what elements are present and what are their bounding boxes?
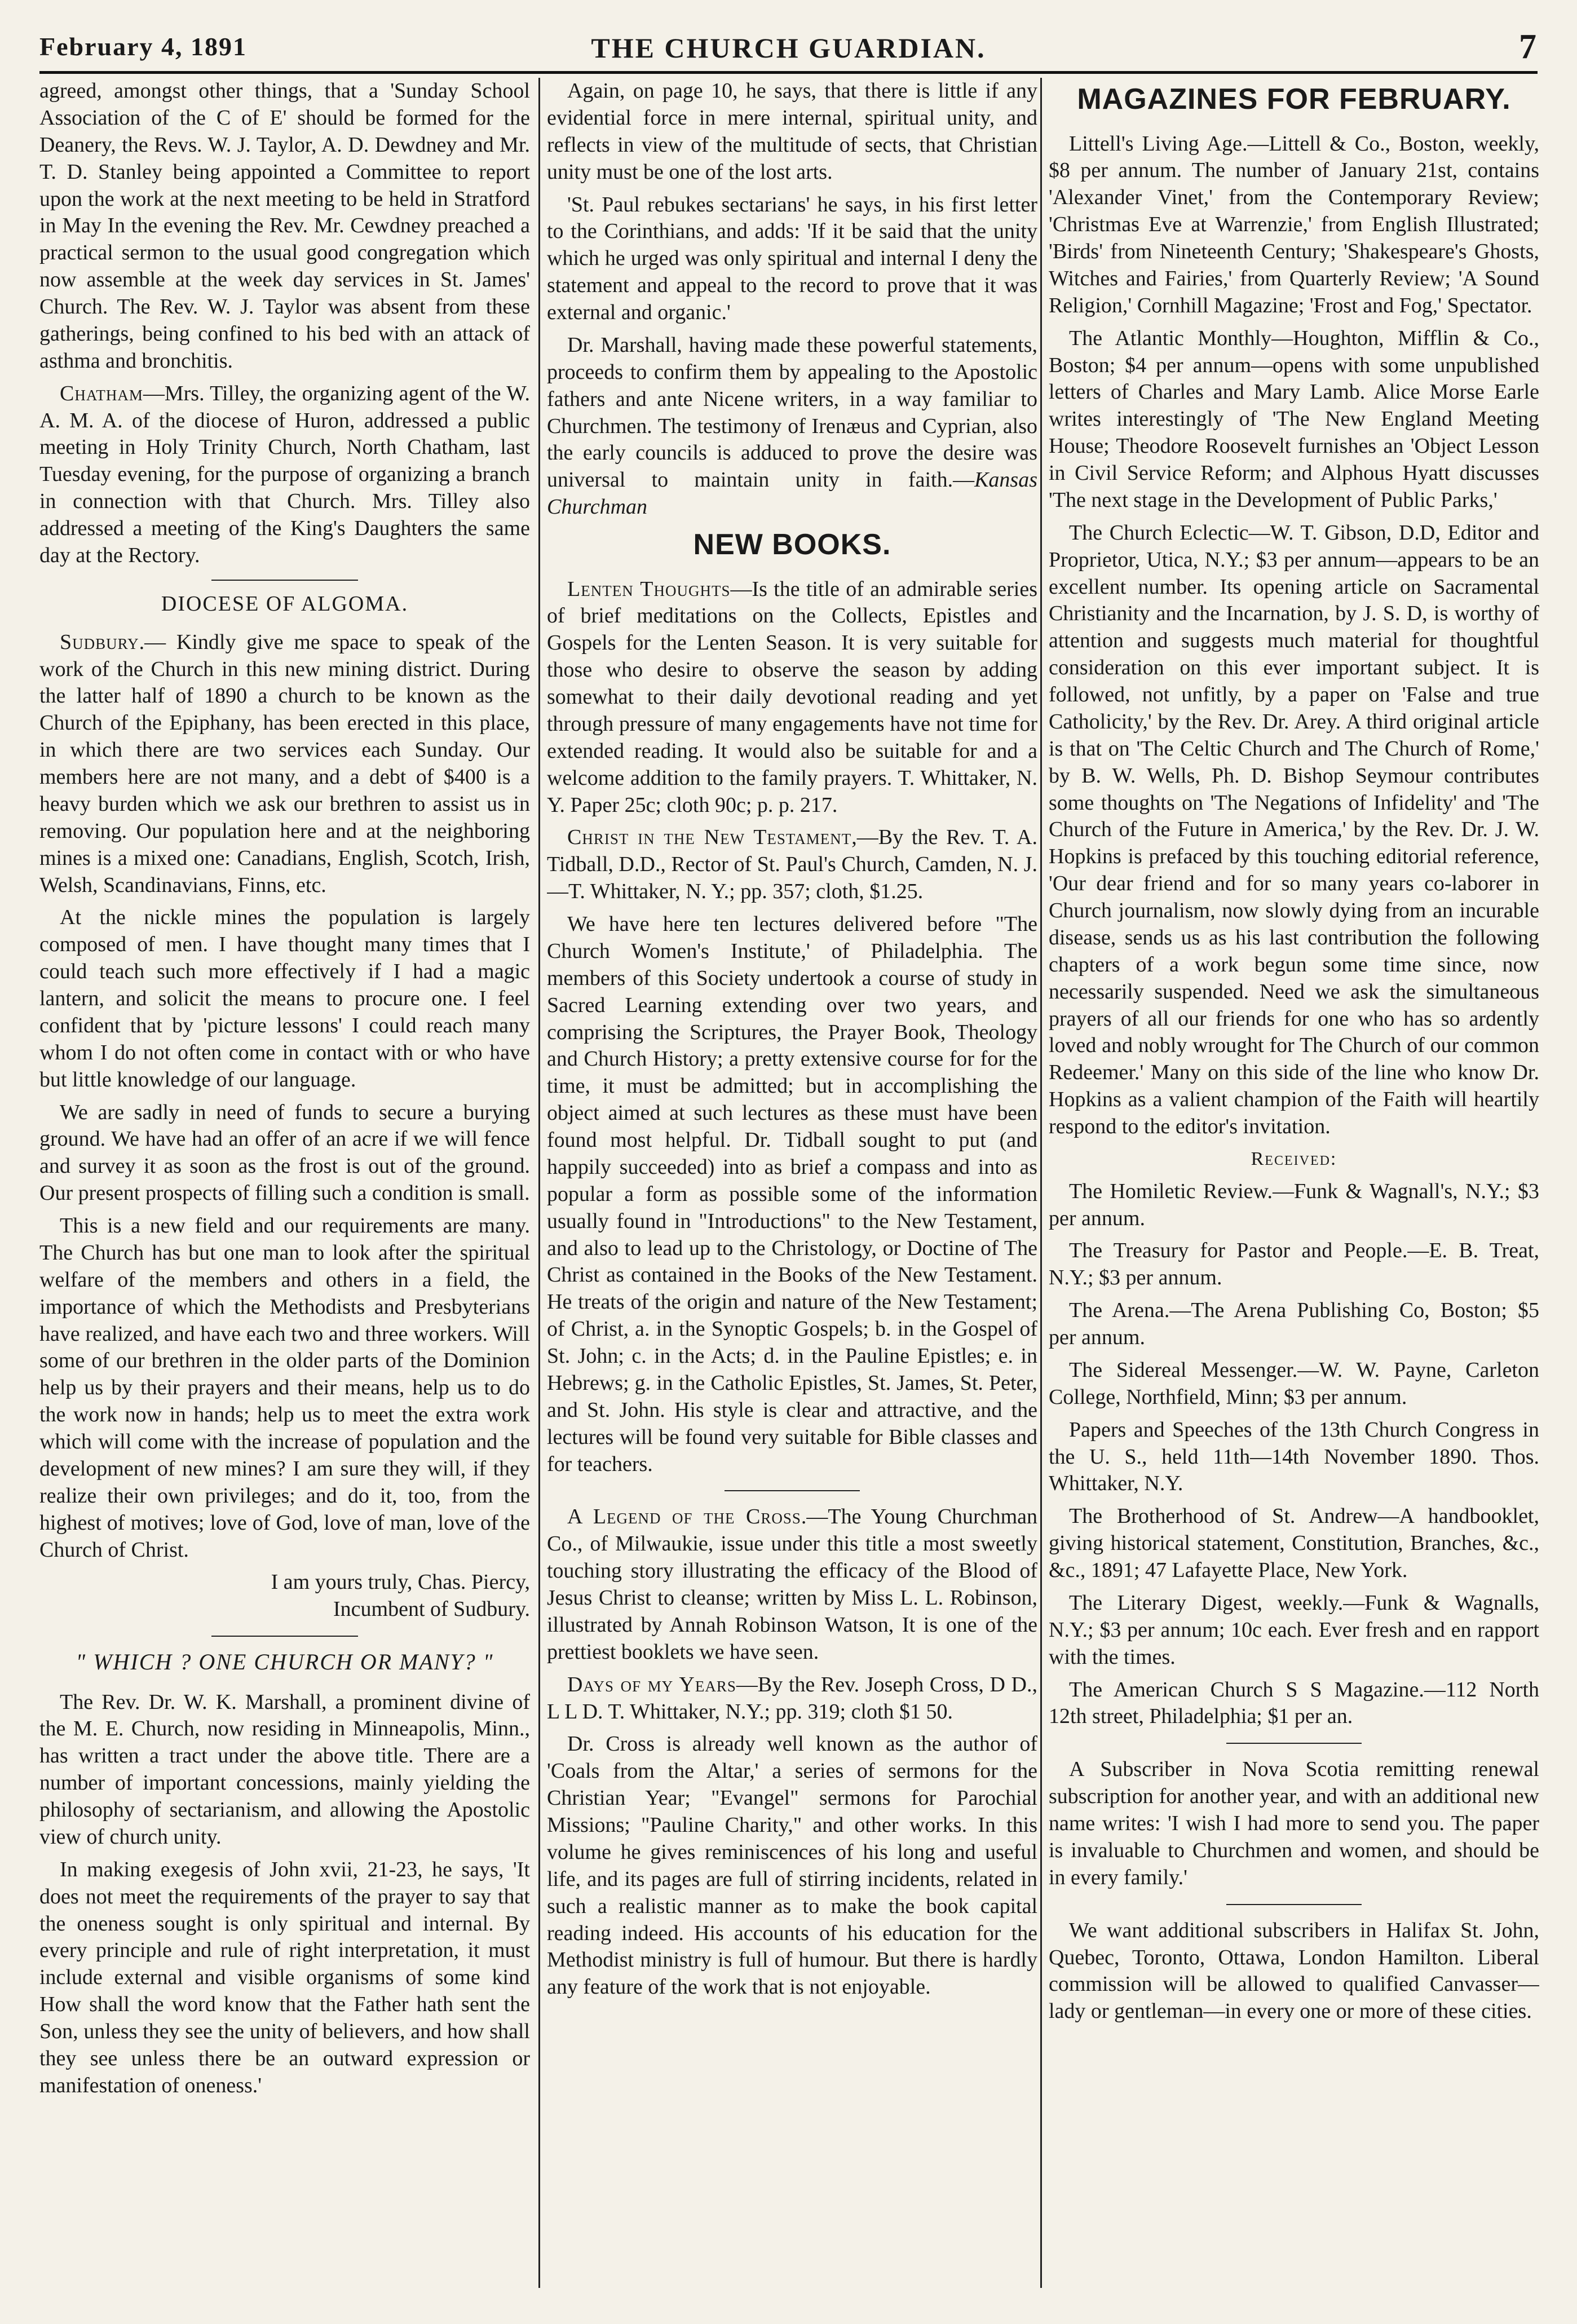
article-paragraph xyxy=(547,332,1037,521)
source-credit: Kansas Churchman xyxy=(547,468,1037,519)
item-leadin: Sudbury xyxy=(60,630,139,654)
page-number: 7 xyxy=(1519,28,1538,66)
book-title: Days of my Years xyxy=(567,1672,736,1696)
received-item: The Homiletic Review.—Funk & Wagnall's, N.Y.; $3 per annum. xyxy=(1049,1179,1539,1230)
article-paragraph: Again, on page 10, he says, that there is little if any evidential force in mere internal, spiritual unity, and reflects in view of the multitude of sects, that Christian unity must be one of the lost arts. xyxy=(547,79,1037,184)
book-review xyxy=(547,1672,1037,1726)
news-item-sudbury xyxy=(39,629,530,899)
magazine-notice: Littell's Living Age.—Littell & Co., Boston, weekly, $8 per annum. The number of January 21st, contains 'Alexander Vinet,' from the Contemporary Review; 'Christmas Eve at Warrenzie,' from English Illustrated; 'Birds' from Nineteenth Century; 'Shakespeare's Ghosts, Witches and Fairies,' from Quarterly Review; 'A Sound Religion,' Cornhill Magazine; 'Frost and Fog,' Spectator. xyxy=(1049,131,1539,317)
book-title: A Legend of the Cross xyxy=(567,1505,801,1529)
column-rule xyxy=(1040,78,1042,2288)
item-text: Dr. Marshall, having made these powerful statements, proceeds to confirm them by appealing to the Apostolic fathers and ante Nicene writers, in a way familiar to Churchmen. The testimony of Irenæus and Cyprian, also the early councils is adduced to prove the desire was universal to maintain unity in faith.— xyxy=(547,333,1037,492)
issue-date: February 4, 1891 xyxy=(39,32,248,61)
masthead-title: THE CHURCH GUARDIAN. xyxy=(591,32,986,64)
article-paragraph: 'St. Paul rebukes sectarians' he says, in his first letter to the Corinthians, and adds: 'If it be said that the unity which he urged was only spiritual and internal I deny the statement and appeal to the record to prove that it was external and organic.' xyxy=(547,192,1037,324)
item-text: .—The Young Churchman Co., of Milwaukie, issue under this title a most sweetly touching story illustrating the efficacy of the Blood of Jesus Christ to cleanse; written by Miss L. L. Robinson, illustrated by Annah Robinson Watson, It is one of the prettiest booklets we have seen. xyxy=(547,1505,1037,1664)
section-heading-which-church: " WHICH ? ONE CHURCH OR MANY? " xyxy=(39,1636,530,1676)
magazine-notice: The Atlantic Monthly—Houghton, Mifflin & Co., Boston; $4 per annum—opens with some unpublished letters of Charles and Mary Lamb. Alice Morse Earle writes interestingly of 'The New England Meeting House; Theodore Roosevelt furnishes an 'Object Lesson in Civil Service Reform; and Alphous Hyatt discusses 'The next stage in the Development of Public Parks,' xyxy=(1049,326,1539,512)
section-heading-algoma: DIOCESE OF ALGOMA. xyxy=(39,580,530,618)
article-paragraph: This is a new field and our requirements are many. The Church has but one man to look after the spiritual welfare of the members and others in a field, the importance of which the Methodists and Presbyterians have realized, and have each two and three workers. Will some of our brethren in the older parts of the Dominion help us by their prayers and their means, help us to do the work now in hands; help us to meet the extra work which will come with the increase of population and the development of new mines? I am sure they will, if they realize their own privileges; and do it, too, from the highest of motives; love of God, love of man, love of the Church of Christ. xyxy=(39,1214,530,1562)
column-middle xyxy=(547,78,1037,2277)
book-title: Christ in the New Testament xyxy=(567,825,852,850)
column-right xyxy=(1049,78,1539,2277)
book-title: Lenten Thoughts xyxy=(567,577,731,601)
column-left xyxy=(39,78,530,2277)
article-paragraph: In making exegesis of John xvii, 21-23, he says, 'It does not meet the requirements of the prayer to say that the oneness sought is only spiritual and internal. By every principle and rule of right interpretation, it must include external and visible organisms of some kind How shall the word know that the Father hath sent the Son, unless they see the unity of believers, and how shall they see unless there be an outward expression or manifestation of oneness.' xyxy=(39,1857,530,2097)
article-paragraph: The Rev. Dr. W. K. Marshall, a prominent divine of the M. E. Church, now residing in Minneapolis, Minn., has written a tract under the above title. There are a number of important concessions, mainly yielding the philosophy of sectarianism, and allowing the Apostolic view of church unity. xyxy=(39,1690,530,1849)
item-text: —Is the title of an admirable series of brief meditations on the Collects, Epistles and Gospels for the Lenten Season. It is very suitable for those who desire to observe the season by adding somewhat to their daily devotional reading and yet through pressure of many engagements have not time for extended reading. It would also be suitable for and a welcome addition to the family prayers. T. Whittaker, N. Y. Paper 25c; cloth 90c; p. p. 217. xyxy=(547,577,1037,817)
divider xyxy=(1226,1743,1362,1744)
section-heading-new-books: NEW BOOKS. xyxy=(693,528,891,561)
received-item: Papers and Speeches of the 13th Church Congress in the U. S., held 11th—14th November 1890. Thos. Whittaker, N.Y. xyxy=(1049,1417,1539,1496)
divider xyxy=(725,1490,860,1491)
book-review xyxy=(547,1504,1037,1665)
item-text: .— Kindly give me space to speak of the work of the Church in this new mining district. During the latter half of 1890 a church to be known as the Church of the Epiphany, has been erected in this place, in which there are two services each Sunday. Our members here are not many, and a debt of $400 is a heavy burden which we ask our brethren to assist us in removing. Our population here and at the neighboring mines is a mixed one: Canadians, English, Scotch, Irish, Welsh, Scandinavians, Finns, etc. xyxy=(39,630,530,897)
column-rule xyxy=(538,78,540,2288)
article-paragraph: agreed, amongst other things, that a 'Sunday School Association of the C of E' should be formed for the Deanery, the Revs. W. J. Taylor, A. D. Dewdney and Mr. T. D. Stanley being appointed a Committee to report upon the work at the next meeting to be held in Stratford in May In the evening the Rev. Mr. Cewdney preached a practical sermon to the usual good congregation which now assemble at the week day services in St. James' Church. The Rev. W. J. Taylor was absent from these gatherings, being confined to his bed with an attack of asthma and bronchitis. xyxy=(39,79,530,373)
letter-signature: I am yours truly, Chas. Piercy, xyxy=(271,1570,530,1594)
magazine-notice: The Church Eclectic—W. T. Gibson, D.D, Editor and Proprietor, Utica, N.Y.; $3 per annum—appears to be an excellent number. Its opening article on Sacramental Christianity and the Incarnation, by J. S. D, is worthy of attention and suggests much material for thoughtful consideration on this ever important subject. It is followed, not unfitly, by a paper on 'False and true Catholicity,' by the Rev. Dr. Arey. A third original article is that on 'The Celtic Church and The Church of Rome,' by B. W. Wells, Ph. D. Bishop Seymour contributes some thoughts on 'The Negations of Infidelity' and 'The Church of the Future in America,' by the Rev. Dr. J. W. Hopkins is prefaced by this touching editorial reference, 'Our dear friend and for so many years co-laborer in Church journalism, now slowly dying from an incurable disease, sends us as his last contribution the following chapters of a work begun some time since, now necessarily suspended. Need we ask the simultaneous prayers of all our friends for one who has so ardently loved and nobly wrought for The Church of our common Redeemer.' Many on this side of the line who know Dr. Hopkins as a valient champion of the Faith will heartily respond to the editor's invitation. xyxy=(1049,520,1539,1139)
received-item: The Arena.—The Arena Publishing Co, Boston; $5 per annum. xyxy=(1049,1298,1539,1350)
book-review xyxy=(547,576,1037,819)
received-item: The Treasury for Pastor and People.—E. B. Treat, N.Y.; $3 per annum. xyxy=(1049,1239,1539,1290)
divider xyxy=(1226,1904,1362,1905)
item-leadin: Chatham xyxy=(60,381,143,405)
news-item-chatham xyxy=(39,381,530,569)
received-item: The Sidereal Messenger.—W. W. Payne, Carleton College, Northfield, Minn; $3 per annum. xyxy=(1049,1358,1539,1409)
book-review xyxy=(547,824,1037,905)
received-item: The American Church S S Magazine.—112 North 12th street, Philadelphia; $1 per an. xyxy=(1049,1677,1539,1729)
received-item: The Literary Digest, weekly.—Funk & Wagnalls, N.Y.; $3 per annum; 10c each. Ever fresh and en rapport with the times. xyxy=(1049,1590,1539,1669)
item-text: —Mrs. Tilley, the organizing agent of the W. A. M. A. of the diocese of Huron, addressed a public meeting in Holy Trinity Church, North Chatham, last Tuesday evening, for the purpose of organizing a branch in connection with that Church. Mrs. Tilley also addressed a meeting of the King's Daughters the same day at the Rectory. xyxy=(39,381,530,567)
article-paragraph: We have here ten lectures delivered before "The Church Women's Institute,' of Philadelphia. The members of this Society undertook a course of study in Sacred Learning extending over two years, and comprising the Scriptures, the Prayer Book, Theology and Church History; a pretty extensive course for for the time, it must be admitted; but in accomplishing the object aimed at such lectures as these must have been found most helpful. Dr. Tidball sought to put (and happily succeeded) into as brief a compass and into as popular a form as possible some of the information usually found in "Introductions" to the New Testament, and also to lead up to the Christology, or Doctine of The Christ as contained in the Books of the New Testament. He treats of the origin and nature of the New Testament; of Christ, a. in the Synoptic Gospels; b. in the Gospel of St. John; c. in the Acts; d. in the Pauline Epistles; e. in Hebrews; g. in the Catholic Epistles, St. James, St. Peter, and St. John. His style is clear and attractive, and the lectures will be found very suitable for Bible classes and for teachers. xyxy=(547,912,1037,1476)
item-text: ,—By the Rev. T. A. Tidball, D.D., Rector of St. Paul's Church, Camden, N. J.—T. Whittaker, N. Y.; pp. 357; cloth, $1.25. xyxy=(547,825,1037,904)
section-heading-magazines: MAGAZINES FOR FEBRUARY. xyxy=(1077,83,1511,116)
letter-signature-title: Incumbent of Sudbury. xyxy=(333,1597,530,1622)
subscriber-notice: A Subscriber in Nova Scotia remitting renewal subscription for another year, and with an additional new name writes: 'I wish I had more to send you. The paper is invaluable to Churchmen and women, and should be in every family.' xyxy=(1049,1757,1539,1889)
received-heading: Received: xyxy=(1251,1148,1337,1169)
item-text: —By the Rev. Joseph Cross, D D., L L D. T. Whittaker, N.Y.; pp. 319; cloth $1 50. xyxy=(547,1672,1037,1724)
page-header xyxy=(39,21,1538,74)
article-paragraph: Dr. Cross is already well known as the author of 'Coals from the Altar,' a series of sermons for the Christian Year; "Evangel" sermons for Parochial Missions; "Pauline Charity," and other works. In this volume he gives reminiscences of his long and useful life, and its pages are full of stirring incidents, related in such a realistic manner as to make the book capital reading indeed. His accounts of his education for the Methodist ministry is full of humour. But there is hardly any feature of the work that is not enjoyable. xyxy=(547,1732,1037,1999)
received-item: The Brotherhood of St. Andrew—A handbooklet, giving historical statement, Constitution, Branches, &c., &c., 1891; 47 Lafayette Place, New York. xyxy=(1049,1504,1539,1583)
article-paragraph: At the nickle mines the population is largely composed of men. I have thought many times that I could teach such more effectively if I had a magic lantern, and solicit the means to procure one. I feel confident that by 'picture lessons' I could reach many whom I do not often come in contact with or who have but little knowledge of our language. xyxy=(39,905,530,1092)
subscriber-notice: We want additional subscribers in Halifax St. John, Quebec, Toronto, Ottawa, London Hamilton. Liberal commission will be allowed to qualified Canvasser—lady or gentleman—in every one or more of these cities. xyxy=(1049,1918,1539,2023)
article-paragraph: We are sadly in need of funds to secure a burying ground. We have had an offer of an acre if we will fence and survey it as soon as the frost is out of the ground. Our present prospects of filling such a condition is small. xyxy=(39,1100,530,1205)
